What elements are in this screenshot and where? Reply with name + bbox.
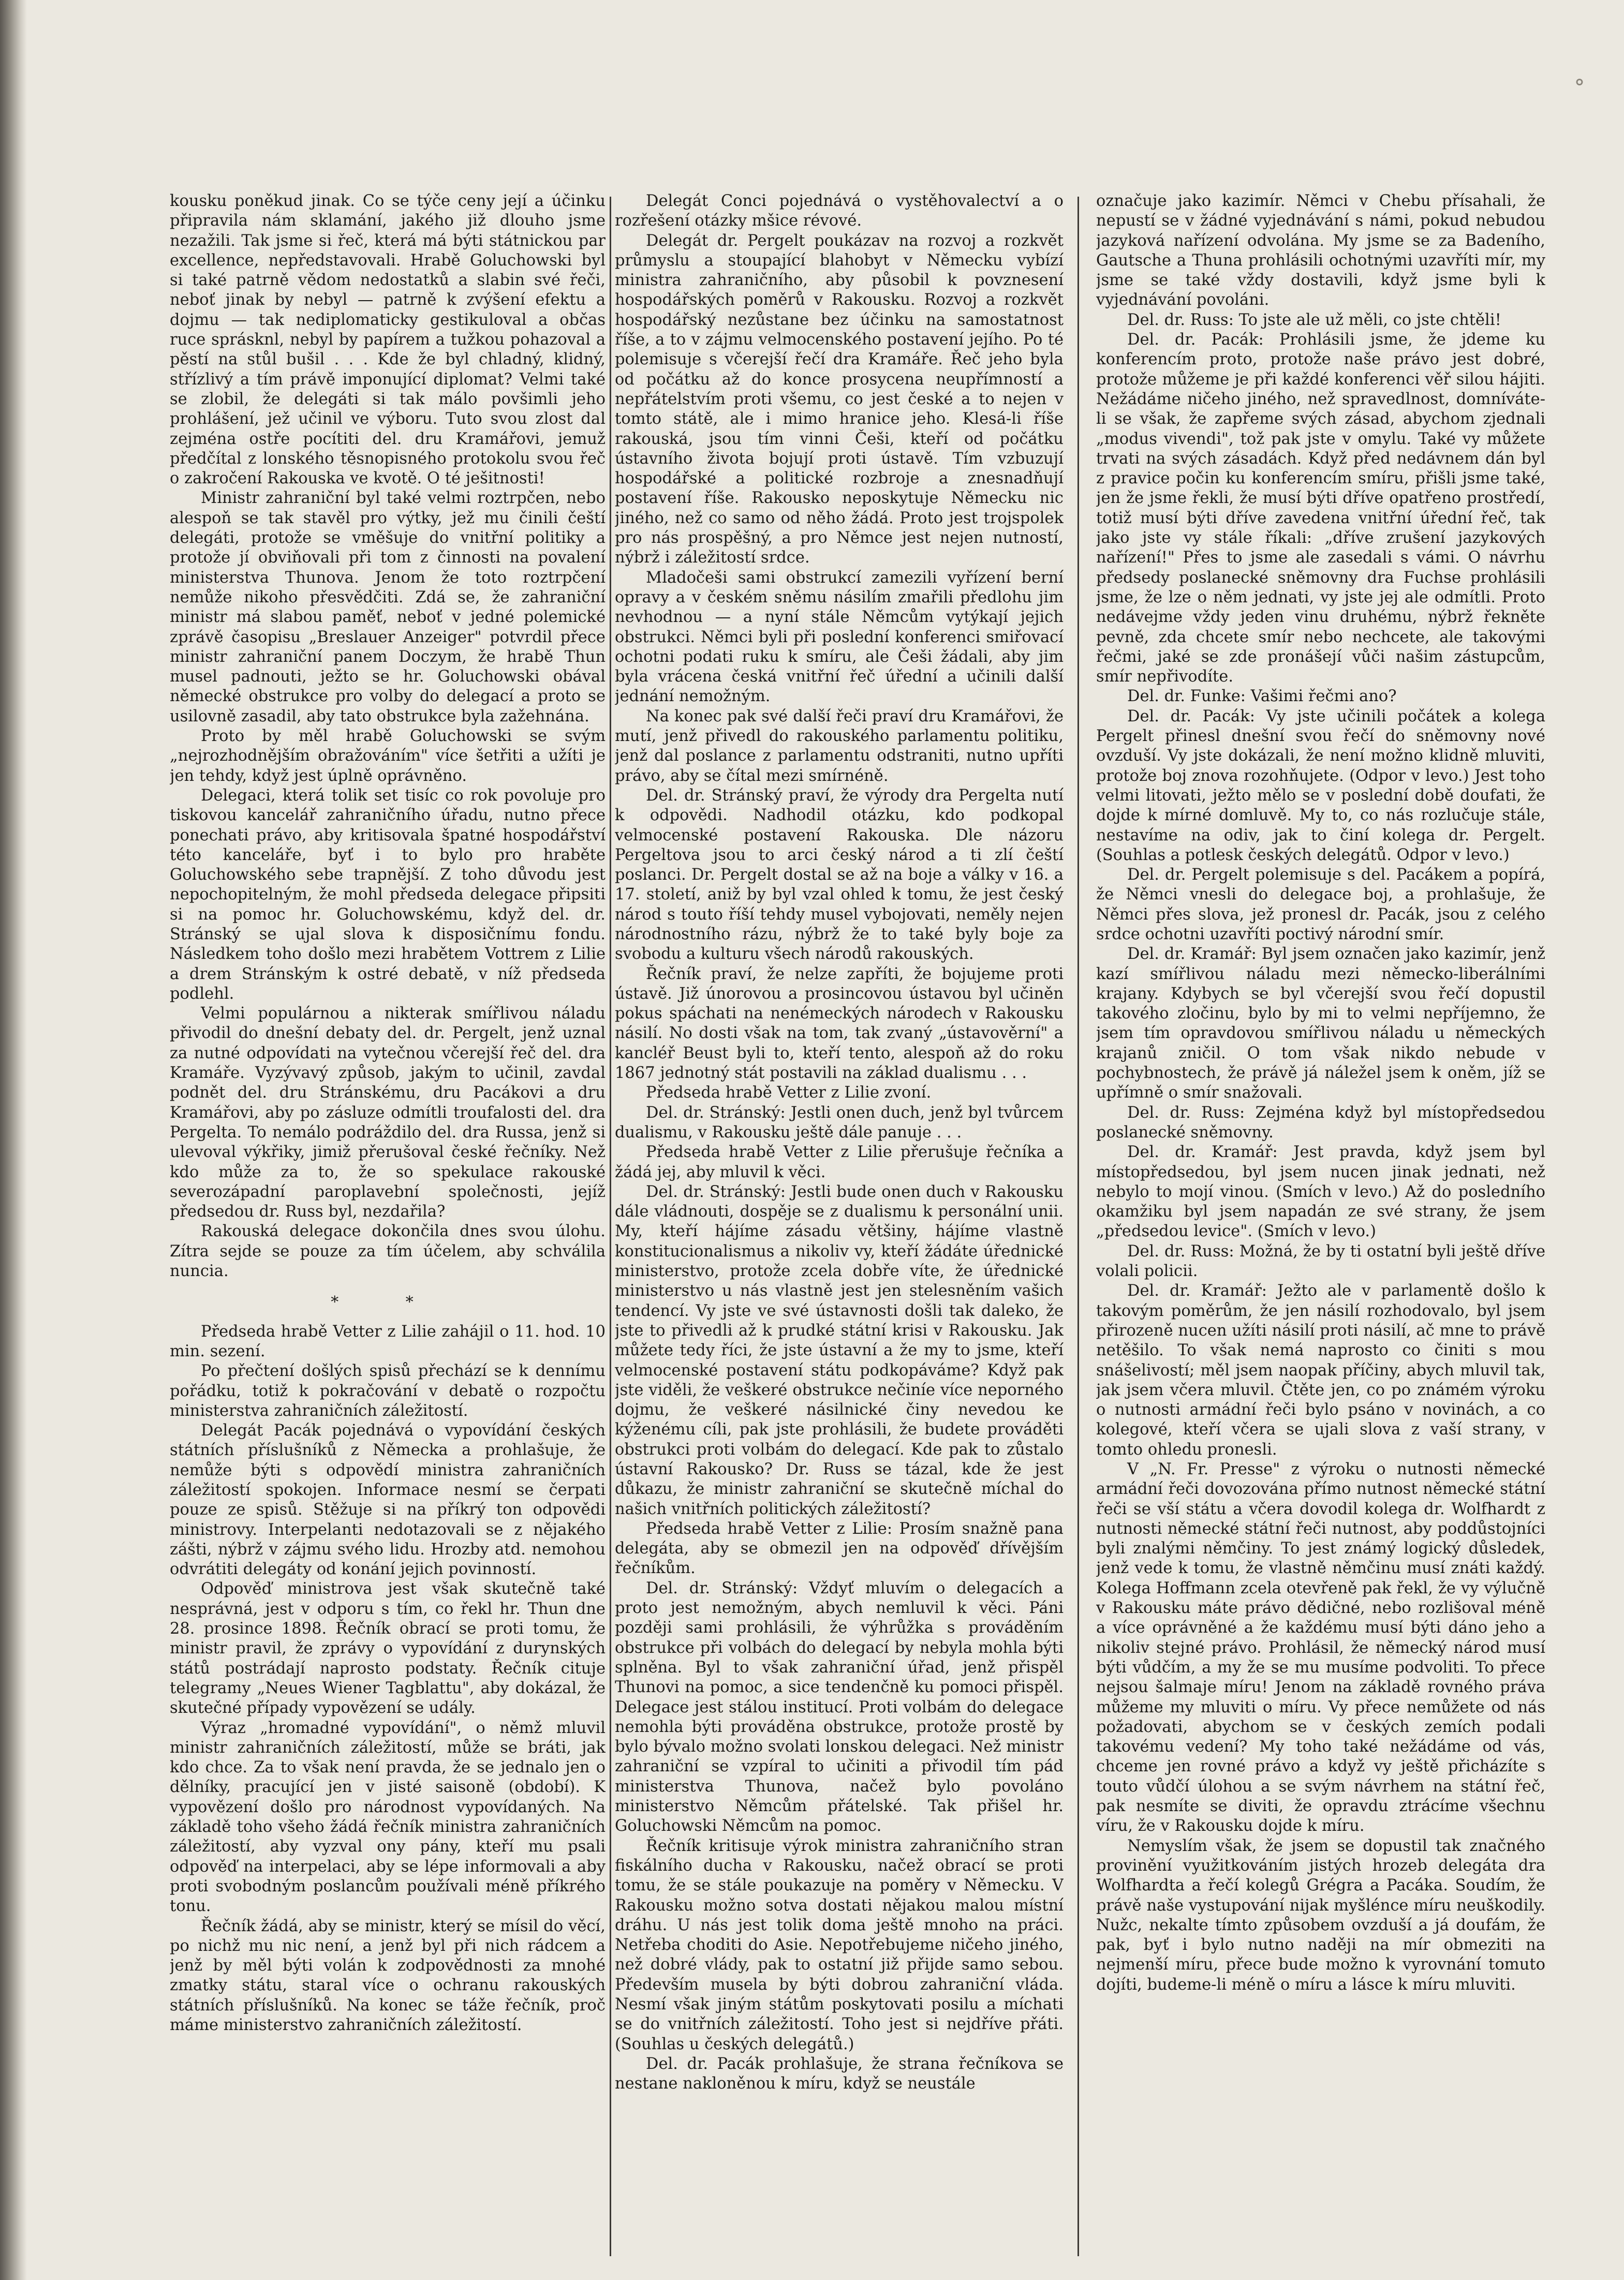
paragraph: Předseda hrabě Vetter z Lilie zvoní. xyxy=(646,1084,932,1102)
paragraph: Del. dr. Pacák prohlašuje, že strana řečníkova se nestane nakloněnou k míru, když se neustále xyxy=(615,2054,1064,2093)
paragraph: Proto by měl hrabě Goluchowski se svým „nejrozhodnějším obražováním" více šetřiti a užíti je jen tehdy, když jest úplně oprávněno. xyxy=(170,727,606,785)
paragraph: Del. dr. Pacák: Prohlásili jsme, že jdeme ku konferencím proto, protože naše právo jest dobré, protože můžeme je při každé konferenci věř silou hájiti. Nežádáme ničeho jiného, než spravedlnost, domníváte-li se však, že zapřeme svých zásad, abychom zjednali „modus vivendi", tož pak jste v omylu. Také vy můžete trvati na svých zásadách. Když před nedávnem dán byl z pravice počin ku konferencím smíru, přišli jsme také, jen že jsme řekli, že musí býti dříve opatřeno prostředí, totiž musí býti dříve zavedena vnitřní úřední řeč, tak jako jste vy stále říkali: „dříve zrušení jazykových nařízení!" Přes to jsme ale zasedali s vámi. O návrhu předsedy poslanecké sněmovny dra Fuchse prohlásili jsme, že lze o něm jednati, vy jste jej ale odmítli. Proto nedávejme vždy jeden vinu druhému, nýbrž řekněte pevně, zda chcete smír nebo nechcete, ale takovými řečmi, jaké se zde pronášejí vůči našim zástupcům, smír nepřivodíte. xyxy=(1096,331,1545,686)
corner-mark: ˚ xyxy=(1573,78,1586,107)
paragraph: Del. dr. Kramář: Jest pravda, když jsem byl místopředsedou, byl jsem nucen jinak jednati, než nebylo to mojí vinou. (Smích v levo.) Až do posledního okamžiku byl jsem napadán ze své strany, že jsem „předsedou levice". (Smích v levo.) xyxy=(1096,1143,1545,1241)
paragraph: Del. dr. Stránský: Vždyť mluvím o delegacích a proto jest nemožným, abych nemluvil k věci. Páni později sami prohlásili, že výhrůžka s prováděním obstrukce při volbách do delegací by nebyla mohla býti splněna. Byl to však zahraniční úřad, jenž přispěl Thunovi na pomoc, a sice tendenčně ku pomoci přispěl. Delegace jest stálou institucí. Proti volbám do delegace nemohla býti prováděna obstrukce, protože prostě by bylo bývalo možno svolati lonskou delegaci. Než ministr zahraniční se vzpíral to učiniti a přivodil tím pád ministerstva Thunova, načež bylo povoláno ministerstvo Němcům přátelské. Tak přišel hr. Goluchowski Němcům na pomoc. xyxy=(615,1579,1064,1835)
paragraph: Ministr zahraniční byl také velmi roztrpčen, nebo alespoň se tak stavěl pro výtky, jež mu činili čeští delegáti, protože se vměšuje do vnitřní politiky a protože jí obviňovali při tom z činnosti na povalení ministerstva Thunova. Jenom že toto roztrpčení nemůže nikoho přesvědčiti. Zdá se, že zahraniční ministr má slabou paměť, neboť v jedné polemické zprávě časopisu „Breslauer Anzeiger" potvrdil přece ministr zahraniční panem Doczym, že hrabě Thun musel padnouti, ježto se hr. Goluchowski obával německé obstrukce pro volby do delegací a proto se usilovně zasadil, aby tato obstrukce byla zažehnána. xyxy=(170,489,606,726)
section-separator: * * xyxy=(331,1293,445,1312)
binding-edge xyxy=(0,0,27,2280)
paragraph: Předseda hrabě Vetter z Lilie přerušuje řečníka a žádá jej, aby mluvil k věci. xyxy=(615,1143,1064,1181)
paragraph: Del. dr. Russ: Možná, že by ti ostatní byli ještě dříve volali policii. xyxy=(1096,1242,1545,1281)
paragraph: Del. dr. Kramář: Ježto ale v parlamentě došlo k takovým poměrům, že jen násilí rozhodovalo, byl jsem přirozeně nucen užíti násilí proti násilí, ač mne to právě netěšilo. To však nemá naprosto co činiti s mou snášelivostí; měl jsem naopak příčiny, abych mluvil tak, jak jsem včera mluvil. Čtěte jen, co po známém výroku o nutnosti armádní řeči bylo psáno v novinách, a co kolegové, kteří včera se ujali slova z vaší strany, v tomto ohledu pronesli. xyxy=(1096,1282,1545,1459)
text-column-1 xyxy=(170,191,606,2256)
paragraph: Předseda hrabě Vetter z Lilie: Prosím snažně pana delegáta, aby se obmezil jen na odpověď dřívějším řečníkům. xyxy=(615,1519,1064,1578)
paragraph: Na konec pak své další řeči praví dru Kramářovi, že mutí, jenž přivedl do rakouského parlamentu politiku, jenž dal poslance z parlamentu odstraniti, nutno upříti právo, aby se čítal mezi smírnéně. xyxy=(615,707,1064,785)
paragraph: Del. dr. Russ: To jste ale už měli, co jste chtěli! xyxy=(1127,310,1501,329)
paragraph: Mladočeši sami obstrukcí zamezili vyřízení berní opravy a v českém sněmu násilím zmařili předlohu jim nevhodnou — a nyní stále Němcům vytýkají jejich obstrukci. Němci byli při poslední konferenci smiřovací ochotni podati ruku k smíru, ale Češi žádali, aby jim byla vrácena česká vnitřní řeč úřední a učinili další jednání nemožným. xyxy=(615,568,1064,706)
paragraph: Del. dr. Russ: Zejména když byl místopředsedou poslanecké sněmovny. xyxy=(1096,1103,1545,1142)
paragraph: Odpověď ministrova jest však skutečně také nesprávná, jest v odporu s tím, co řekl hr. Thun dne 28. prosince 1898. Řečník obrací se proti tomu, že ministr pravil, že zprávy o vypovídání z durynských států postrádají naprosto podstaty. Řečník cituje telegramy „Neues Wiener Tagblattu", aby dokázal, že skutečné případy vypovězení se udály. xyxy=(170,1580,606,1718)
paragraph: Del. dr. Pacák: Vy jste učinili počátek a kolega Pergelt přinesl dnešní svou řečí do sněmovny nové ovzduší. Vy jste dokázali, že není možno klidně mluviti, protože boj znova rozohňujete. (Odpor v levo.) Jest toho velmi litovati, ježto mělo se v poslední době doufati, že dojde k mírné domluvě. My to, co nás rozlučuje stále, nestavíme na odiv, jak to činí kolega dr. Pergelt. (Souhlas a potlesk českých delegátů. Odpor v levo.) xyxy=(1096,707,1545,864)
paragraph: Řečník praví, že nelze zapříti, že bojujeme proti ústavě. Již únorovou a prosincovou ústavou byl učiněn pokus spáchati na nenémeckých národech v Rakousku násilí. No dosti však na tom, tak zvaný „ústavověrní" a kancléř Beust byli to, kteří tento, alespoň až do roku 1867 jednotný stát postavili na základ dualismu . . . xyxy=(615,965,1064,1083)
paragraph: Del. dr. Funke: Vašimi řečmi ano? xyxy=(1127,687,1397,706)
paragraph: Delegát dr. Pergelt poukázav na rozvoj a rozkvět průmyslu a stoupající blahobyt v Německu vybízí ministra zahraničního, aby působil k povznesení hospodářských poměrů v Rakousku. Rozvoj a rozkvět hospodářský nezůstane bez účinku na samostatnost říše, a to v zájmu velmocenského postavení jejího. Po té polemisuje s včerejší řečí dra Kramáře. Řeč jeho byla od počátku až do konce prosycena neupřímností a nepřátelstvím proti všemu, co jest české a to nejen v tomto státě, ale i mimo hranice jeho. Klesá-li říše rakouská, jsou tím vinni Češi, kteří od počátku ústavního života bojují proti ústavě. Tím vzbuzují hospodářské a politické rozbroje a znesnadňují postavení říše. Rakousko neposkytuje Německu nic jiného, než co samo od něho žádá. Proto jest trojspolek pro nás prospěšný, a pro Němce jest nejen nutností, nýbrž i záležitostí srdce. xyxy=(615,231,1064,567)
text-column-3 xyxy=(1096,191,1545,2256)
column-rule xyxy=(610,197,611,2256)
paragraph: Po přečtení došlých spisů přechází se k dennímu pořádku, totiž k pokračování v debatě o rozpočtu ministerstva zahraničních záležitostí. xyxy=(170,1362,606,1420)
text-column-2 xyxy=(615,191,1064,2256)
paragraph: označuje jako kazimír. Němci v Chebu přísahali, že nepustí se v žádné vyjednávání s námi, pokud nebudou jazyková nařízení odvolána. My jsme se za Badeního, Gautsche a Thuna prohlásili ochotnými uzavříti mír, my jsme se také vždy dostavili, když jsme byli k vyjednávání povoláni. xyxy=(1096,192,1545,309)
paragraph: Del. dr. Pergelt polemisuje s del. Pacákem a popírá, že Němci vnesli do delegace boj, a prohlašuje, že Němci přes slova, jež pronesl dr. Pacák, jsou z celého srdce ochotni uzavříti poctivý národní smír. xyxy=(1096,866,1545,943)
paragraph: Del. dr. Stránský: Jestli bude onen duch v Rakousku dále vládnouti, dospěje se z dualismu k personální unii. My, kteří hájíme zásadu většiny, hájíme vlastně konstitucionalismus a nikoliv vy, kteří žádáte úřednické ministerstvo, protože zcela dobře víte, že úřednické ministerstvo u nás vlastně jest jen stelesněním vašich tendencí. Vy jste ve své ústavnosti došli tak daleko, že jste to přivedli až k prudké státní krisi v Rakousku. Jak můžete tedy říci, že jste ústavní a že my to jsme, kteří velmocenské postavení státu podkopáváme? Když pak jste viděli, že veškeré obstrukce nečiníe více neporného dojmu, že veškeré násilnické činy nevedou ke kýženému cíli, pak jste prohlásili, že budete prováděti obstrukci proti volbám do delegací. Kde pak to zůstalo ústavní Rakousko? Dr. Russ se tázal, kde že jest důkazu, že ministr zahraniční se skutečně míchal do našich vnitřních politických záležitostí? xyxy=(615,1182,1064,1518)
paragraph: V „N. Fr. Presse" z výroku o nutnosti německé armádní řeči dovozována přímo nutnost německé státní řeči se vší státu a včera dovodil kolega dr. Wolfhardt z nutnosti německé státní řeči nutnost, aby poddůstojníci byli znalými němčiny. To jest známý logický důsledek, jenž vede k tomu, že vlastně němčinu musí znáti každý. Kolega Hoffmann zcela otevřeně pak řekl, že vy výlučně v Rakousku máte právo dědičné, nebo rozlišoval méně a více oprávněné a že každému musí býti dáno jeho a nikoliv stejné právo. Prohlásil, že německý národ musí býti vůdčím, a my že se mu musíme podvoliti. To přece nejsou šalmaje míru! Jenom na základě rovného práva můžeme my mluviti o míru. Vy přece nemůžete od nás požadovati, abychom se v českých zemích podali takovému vedení? My toho také nežádáme od vás, chceme jen rovné právo a když vy ještě přicházíte s touto vůdčí úlohou a se svým návrhem na státní řeč, pak nesmíte se diviti, že opravdu ztrácíme všechnu víru, že v Rakousku dojde k míru. xyxy=(1096,1460,1545,1835)
paragraph: Del. dr. Stránský praví, že výrody dra Pergelta nutí k odpovědi. Nadhodil otázku, kdo podkopal velmocenské postavení Rakouska. Dle názoru Pergeltova jsou to arci český národ a ti zlí čeští poslanci. Dr. Pergelt dostal se až na boje a války v 16. a 17. století, aniž by byl vzal ohled k tomu, že jest český národ s touto říší tehdy musel vybojovati, neměly nejen národnostního rázu, nýbrž že to také byly boje za svobodu a kulturu všech národů rakouských. xyxy=(615,786,1064,964)
paragraph: Předseda hrabě Vetter z Lilie zahájil o 11. hod. 10 min. sezení. xyxy=(170,1322,606,1360)
paragraph: Delegát Pacák pojednává o vypovídání českých státních příslušníků z Německa a prohlašuje, že nemůže býti s odpovědí ministra zahraničních záležitostí spokojen. Informace nesmí se čerpati pouze ze spisů. Stěžuje si na příkrý ton odpovědi ministrovy. Interpelanti nedotazovali se z nějakého zášti, nýbrž v zájmu svého lidu. Hrozby atd. nemohou odvrátiti delegáty od konání jejich povinností. xyxy=(170,1422,606,1579)
paragraph: Řečník žádá, aby se ministr, který se mísil do věcí, po nichž mu nic není, a jenž byl při nich rádcem a jenž by měl býti volán k zodpovědnosti za mnohé zmatky státu, staral více o ochranu rakouských státních příslušníků. Na konec se táže řečník, proč máme ministerstvo zahraničních záležitostí. xyxy=(170,1917,606,2035)
paragraph: Nemyslím však, že jsem se dopustil tak značného provinění využitkováním jistých hrozeb delegáta dra Wolfhardta a řečí kolegů Grégra a Pacáka. Soudím, že právě naše vystupování nijak myšlénce míru neuškodily. Nužc, nekalte tímto způsobem ovzduší a já doufám, že pak, byť i bylo nutno naději na mír obmeziti na nejmenší míru, přece bude možno k vyrovnání tomuto dojíti, budeme-li méně o míru a lásce k míru mluviti. xyxy=(1096,1837,1545,1994)
paragraph: Řečník kritisuje výrok ministra zahraničního stran fiskálního ducha v Rakousku, načež obrací se proti tomu, že se stále poukazuje na poměry v Německu. V Rakousku možno sotva dostati nějakou malou místní dráhu. U nás jest tolik doma ještě mnoho na práci. Netřeba choditi do Asie. Nepotřebujeme ničeho jiného, než dobré vlády, pak to ostatní již přijde samo sebou. Především musela by býti dobrou zahraniční vláda. Nesmí však jiným státům poskytovati posilu a míchati se do vnitřních záležitostí. Toho jest si nejdříve přáti. (Souhlas u českých delegátů.) xyxy=(615,1837,1064,2053)
paragraph: kousku poněkud jinak. Co se týče ceny její a účinku připravila nám sklamání, jakého již dlouho jsme nezažili. Tak jsme si řeč, která má býti státnickou par excellence, nepředstavovali. Hrabě Goluchowski byl si také patrně vědom nedostatků a slabin své řeči, neboť jinak by nebyl — patrně k zvýšení efektu a dojmu — tak nediplomaticky gestikuloval a občas ruce sprásknl, nebyl by papírem a tužkou pohazoval a pěstí na stůl bušil . . . Kde že byl chladný, klidný, střízlivý a tím právě imponující diplomat? Velmi také se zlobil, že delegáti si tak málo povšimli jeho prohlášení, jež učinil ve výboru. Tuto svou zlost dal zejména ostře pocítiti del. dru Kramářovi, jemuž předčítal z lonského těsnopisného protokolu svou řeč o zakročení Rakouska ve kvotě. O té ješitnosti! xyxy=(170,192,606,488)
paragraph: Rakouská delegace dokončila dnes svou úlohu. Zítra sejde se pouze za tím účelem, aby schválila nuncia. xyxy=(170,1222,606,1281)
column-rule xyxy=(1077,197,1079,2256)
paragraph: Del. dr. Kramář: Byl jsem označen jako kazimír, jenž kazí smířlivou náladu mezi německo-liberálními krajany. Kdybych se byl včerejší svou řečí dopustil takového zločinu, bylo by mi to velmi nepříjemno, že jsem tím opravdovou smířlivou náladu u německých krajanů zničil. O tom však nikdo nebude v pochybnostech, že právě já náležel jsem k oněm, jíž se upřímně o smír snažovali. xyxy=(1096,945,1545,1102)
paragraph: Delegát Conci pojednává o vystěhovalectví a o rozřešení otázky mšice révové. xyxy=(615,192,1064,230)
paragraph: Velmi populárnou a nikterak smířlivou náladu přivodil do dnešní debaty del. dr. Pergelt, jenž uznal za nutné odpovídati na vytečnou včerejší řeč del. dra Kramáře. Vyzývavý způsob, jakým to učinil, zavdal podnět del. dru Stránskému, dru Pacákovi a dru Kramářovi, aby po zásluze odmítli troufalosti del. dra Pergelta. To nemálo podráždilo del. dra Russa, jenž si ulevoval výkřiky, jimiž přerušoval české řečníky. Než kdo může za to, že so spekulace rakouské severozápadní paroplavební společnosti, jejíž předsedou dr. Russ byl, nezdařila? xyxy=(170,1004,606,1221)
paragraph: Výraz „hromadné vypovídání", o němž mluvil ministr zahraničních záležitostí, může se bráti, jak kdo chce. Za to však není pravda, že se jednalo jen o dělníky, pracující jen v jisté saisoně (období). K vypovězení došlo pro národnost vypovídaných. Na základě toho všeho žádá řečník ministra zahraničních záležitostí, aby vyzval ony pány, kteří mu psali odpověď na interpelaci, aby se lépe informovali a aby proti svobodným poslancům používali méně příkrého tonu. xyxy=(170,1719,606,1916)
paragraph: Del. dr. Stránský: Jestli onen duch, jenž byl tvůrcem dualismu, v Rakousku ještě dále panuje . . . xyxy=(615,1103,1064,1142)
paragraph: Delegaci, která tolik set tisíc co rok povoluje pro tiskovou kancelář zahraničního úřadu, nutno přece ponechati právo, aby kritisovala špatné hospodářství této kanceláře, byť i to bylo pro hraběte Goluchowského sebe trapnější. Z toho důvodu jest nepochopitelným, že mohl předseda delegace připsiti si na pomoc hr. Goluchowskému, když del. dr. Stránský se ujal slova k disposičnímu fondu. Následkem toho došlo mezi hrabětem Vottrem z Lilie a drem Stránským k ostré debatě, v níž předseda podlehl. xyxy=(170,786,606,1003)
